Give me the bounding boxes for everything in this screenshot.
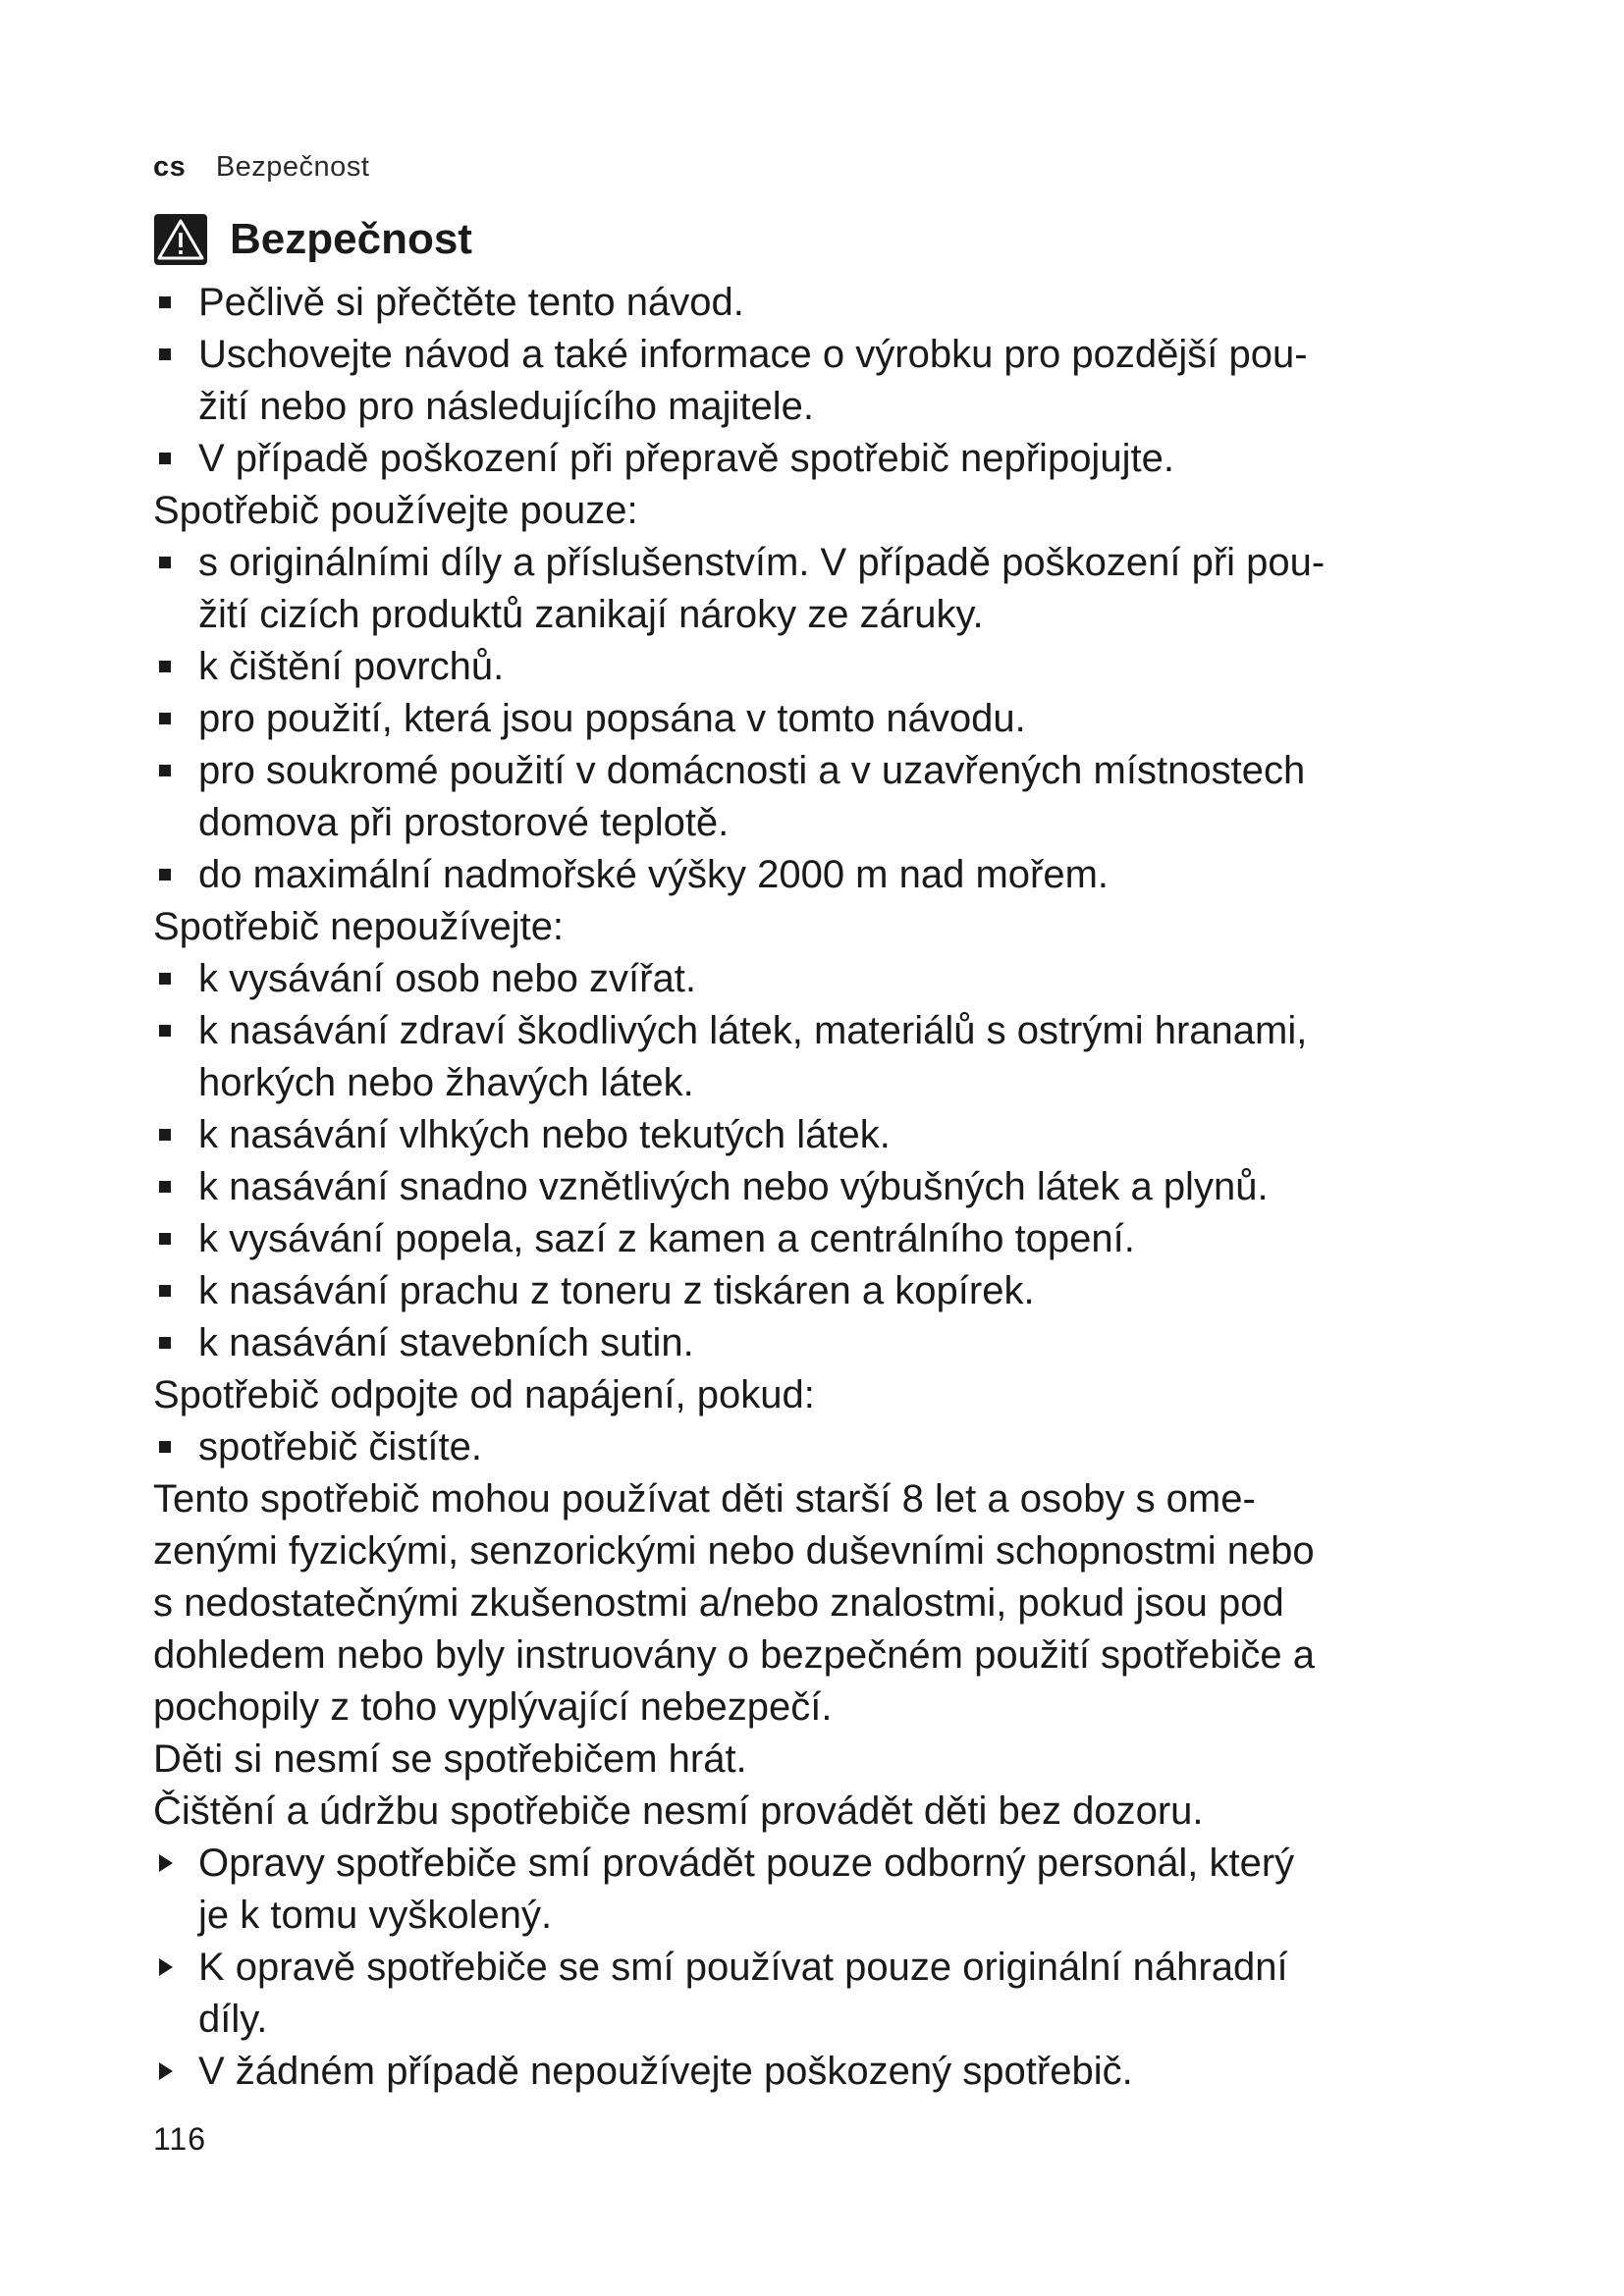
document-body [153,277,1518,2098]
children-play-note: Děti si nesmí se spotřebičem hrát. [153,1737,747,1781]
action-item [153,1942,1518,2046]
bullet-text-continued: horkých nebo žhavých látek. [198,1061,694,1104]
running-header [153,149,369,185]
square-bullet-icon [159,1441,171,1453]
triangle-bullet-icon [159,1854,173,1872]
paragraph-line: s nedostatečnými zkušenostmi a/nebo znalostmi, pokud jsou pod [153,1581,1284,1625]
disconnect-heading: Spotřebič odpojte od napájení, pokud: [153,1373,815,1416]
bullet-item [153,277,1518,329]
bullet-text: k čištění povrchů. [198,645,505,688]
paragraph-line: dohledem nebo byly instruovány o bezpečném použití spotřebiče a [153,1633,1315,1677]
bullet-text: k nasávání snadno vznětlivých nebo výbušných látek a plynů. [198,1165,1269,1208]
square-bullet-icon [159,973,171,985]
square-bullet-icon [159,1129,171,1141]
use-heading: Spotřebič používejte pouze: [153,489,638,532]
square-bullet-icon [159,453,171,464]
section-title-row [153,212,472,267]
bullet-item [153,1421,1518,1473]
bullet-text: k vysávání popela, sazí z kamen a centrálního topení. [198,1217,1135,1260]
bullet-text: spotřebič čistíte. [198,1425,483,1468]
square-bullet-icon [159,1181,171,1193]
action-text: V žádném případě nepoužívejte poškozený spotřebič. [198,2050,1133,2093]
page-title: Bezpečnost [230,215,472,263]
warning-triangle-icon [153,213,208,266]
bullet-text-continued: žití nebo pro následujícího majitele. [198,385,815,428]
page-number: 116 [153,2121,207,2157]
bullet-item [153,693,1518,745]
square-bullet-icon [159,296,171,308]
children-cleaning-note: Čištění a údržbu spotřebiče nesmí provádět děti bez dozoru. [153,1789,1204,1833]
square-bullet-icon [159,869,171,881]
bullet-item [153,537,1518,641]
paragraph-line: Tento spotřebič mohou používat děti starší 8 let a osoby s ome- [153,1477,1256,1521]
bullet-item [153,1317,1518,1369]
bullet-text: s originálními díly a příslušenstvím. V případě poškození při pou- [198,541,1326,584]
paragraph-line: pochopily z toho vyplývající nebezpečí. [153,1685,833,1729]
bullet-text: Uschovejte návod a také informace o výrobku pro pozdější pou- [198,333,1308,376]
action-item [153,1838,1518,1942]
bullet-text: k nasávání vlhkých nebo tekutých látek. [198,1113,891,1156]
bullet-text: k nasávání zdraví škodlivých látek, materiálů s ostrými hranami, [198,1009,1308,1052]
language-code: cs [153,151,187,183]
bullet-text: pro použití, která jsou popsána v tomto návodu. [198,697,1026,740]
square-bullet-icon [159,348,171,360]
bullet-item [153,1213,1518,1265]
square-bullet-icon [159,1285,171,1297]
bullet-text: k nasávání stavebních sutin. [198,1321,694,1364]
square-bullet-icon [159,1025,171,1037]
bullet-item [153,1109,1518,1161]
square-bullet-icon [159,765,171,776]
running-header-section: Bezpečnost [215,151,370,183]
action-text: K opravě spotřebiče se smí používat pouze originální náhradní [198,1946,1288,1989]
action-item [153,2046,1518,2098]
paragraph-line: zenými fyzickými, senzorickými nebo duševními schopnostmi nebo [153,1529,1315,1573]
bullet-text-continued: domova při prostorové teplotě. [198,801,730,844]
bullet-item [153,1005,1518,1109]
bullet-item [153,745,1518,849]
bullet-text: do maximální nadmořské výšky 2000 m nad mořem. [198,853,1110,896]
bullet-item [153,641,1518,693]
action-text-continued: je k tomu vyškolený. [198,1894,553,1937]
bullet-item [153,953,1518,1005]
notuse-heading: Spotřebič nepoužívejte: [153,905,565,948]
bullet-text-continued: žití cizích produktů zanikají nároky ze záruky. [198,593,984,636]
triangle-bullet-icon [159,2062,173,2080]
action-text-continued: díly. [198,1998,268,2041]
square-bullet-icon [159,557,171,568]
bullet-item [153,1161,1518,1213]
square-bullet-icon [159,713,171,724]
triangle-bullet-icon [159,1958,173,1976]
bullet-item [153,849,1518,901]
bullet-text: Pečlivě si přečtěte tento návod. [198,281,744,324]
bullet-item [153,1265,1518,1317]
bullet-text: V případě poškození při přepravě spotřebič nepřipojujte. [198,437,1174,480]
bullet-item [153,329,1518,433]
action-text: Opravy spotřebiče smí provádět pouze odborný personál, který [198,1842,1295,1885]
bullet-text: pro soukromé použití v domácnosti a v uzavřených místnostech [198,749,1306,792]
square-bullet-icon [159,661,171,672]
square-bullet-icon [159,1337,171,1349]
bullet-text: k nasávání prachu z toneru z tiskáren a kopírek. [198,1269,1035,1312]
bullet-text: k vysávání osob nebo zvířat. [198,957,696,1000]
square-bullet-icon [159,1233,171,1245]
bullet-item [153,433,1518,485]
